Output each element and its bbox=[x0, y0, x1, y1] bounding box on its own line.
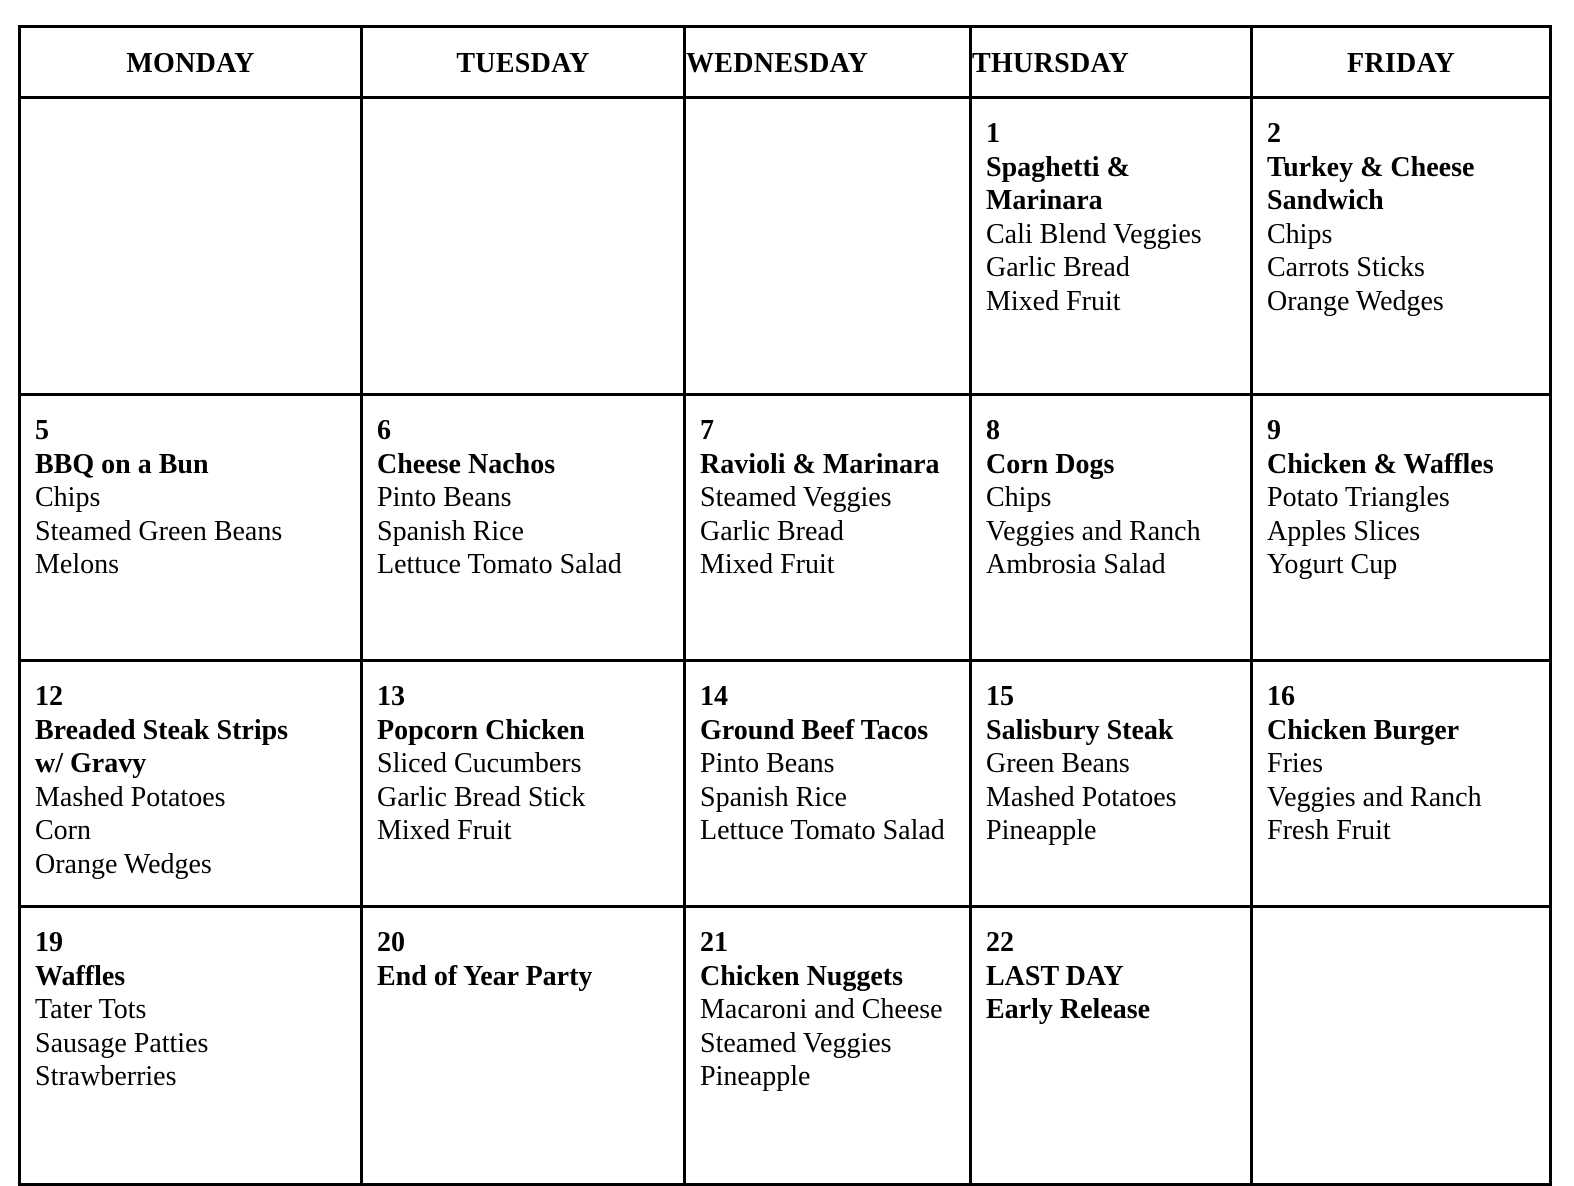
day-content bbox=[363, 908, 683, 993]
side-item: Chips bbox=[1267, 218, 1333, 250]
side-item: Spanish Rice bbox=[700, 781, 847, 813]
side-item: Chips bbox=[986, 482, 1052, 513]
week-row bbox=[20, 98, 1551, 395]
day-cell-13 bbox=[362, 661, 685, 907]
day-cell-22 bbox=[971, 907, 1252, 1185]
day-number: 8 bbox=[986, 415, 1000, 446]
side-item: Mashed Potatoes bbox=[35, 781, 226, 813]
side-item: Mixed Fruit bbox=[377, 815, 512, 846]
side-item: Sliced Cucumbers bbox=[377, 748, 582, 779]
side-item: Mashed Potatoes bbox=[986, 781, 1177, 813]
side-item: Fresh Fruit bbox=[1267, 815, 1391, 846]
side-item: Pineapple bbox=[700, 1061, 811, 1092]
day-number: 5 bbox=[35, 415, 49, 446]
day-number: 9 bbox=[1267, 415, 1281, 446]
day-content bbox=[363, 662, 683, 848]
day-cell-21 bbox=[685, 907, 971, 1185]
day-content bbox=[1253, 662, 1549, 848]
side-item: Yogurt Cup bbox=[1267, 549, 1398, 580]
week-row bbox=[20, 395, 1551, 661]
entree-line: Spaghetti & bbox=[986, 151, 1130, 183]
side-item: Tater Tots bbox=[35, 994, 147, 1025]
day-content bbox=[21, 662, 360, 881]
side-item: Veggies and Ranch bbox=[1267, 781, 1482, 813]
day-content bbox=[686, 662, 969, 848]
side-item: Melons bbox=[35, 549, 119, 580]
week-row bbox=[20, 907, 1551, 1185]
side-item: Potato Triangles bbox=[1267, 482, 1450, 513]
day-cell-9 bbox=[1252, 395, 1551, 661]
entree-line: Chicken Nuggets bbox=[700, 960, 904, 992]
day-cell-20 bbox=[362, 907, 685, 1185]
entree-line: Salisbury Steak bbox=[986, 714, 1174, 746]
entree-line: Breaded Steak Strips bbox=[35, 714, 289, 746]
entree-line: Chicken Burger bbox=[1267, 714, 1460, 746]
day-content bbox=[21, 396, 360, 582]
day-cell-14 bbox=[685, 661, 971, 907]
entree-line: End of Year Party bbox=[377, 960, 593, 992]
side-item: Orange Wedges bbox=[1267, 285, 1444, 317]
side-item: Spanish Rice bbox=[377, 515, 524, 547]
day-number: 2 bbox=[1267, 118, 1281, 149]
weekday-header-row bbox=[20, 27, 1551, 98]
empty-day-cell-friday bbox=[1252, 907, 1551, 1185]
day-number: 6 bbox=[377, 415, 391, 446]
empty-day-cell-tuesday bbox=[362, 98, 685, 395]
day-cell-5 bbox=[20, 395, 362, 661]
entree-line: Sandwich bbox=[1267, 185, 1384, 216]
side-item: Carrots Sticks bbox=[1267, 252, 1425, 283]
side-item: Strawberries bbox=[35, 1061, 177, 1092]
day-cell-2 bbox=[1252, 98, 1551, 395]
side-item: Garlic Bread Stick bbox=[377, 781, 586, 813]
entree-line: Ground Beef Tacos bbox=[700, 714, 929, 746]
side-item: Mixed Fruit bbox=[986, 285, 1121, 317]
day-content bbox=[1253, 99, 1549, 318]
side-item: Pineapple bbox=[986, 815, 1097, 846]
entree-line: Waffles bbox=[35, 960, 126, 992]
side-item: Garlic Bread bbox=[700, 515, 844, 547]
entree-line: Cheese Nachos bbox=[377, 448, 556, 480]
side-item: Lettuce Tomato Salad bbox=[377, 549, 622, 580]
day-cell-15 bbox=[971, 661, 1252, 907]
side-item: Green Beans bbox=[986, 748, 1130, 779]
side-item: Steamed Green Beans bbox=[35, 515, 283, 547]
day-cell-12 bbox=[20, 661, 362, 907]
side-item: Garlic Bread bbox=[986, 252, 1130, 283]
day-cell-7 bbox=[685, 395, 971, 661]
day-content bbox=[972, 908, 1250, 1027]
day-cell-8 bbox=[971, 395, 1252, 661]
day-number: 12 bbox=[35, 681, 63, 712]
day-cell-16 bbox=[1252, 661, 1551, 907]
header-thursday: THURSDAY bbox=[971, 27, 1252, 98]
lunch-menu-calendar bbox=[18, 25, 1552, 1186]
side-item: Sausage Patties bbox=[35, 1027, 209, 1059]
day-content bbox=[21, 908, 360, 1094]
header-monday: MONDAY bbox=[20, 27, 362, 98]
day-content bbox=[972, 662, 1250, 848]
entree-line: Popcorn Chicken bbox=[377, 714, 585, 746]
day-number: 14 bbox=[700, 681, 728, 712]
side-item: Corn bbox=[35, 815, 91, 846]
side-item: Steamed Veggies bbox=[700, 1027, 892, 1059]
day-content bbox=[1253, 396, 1549, 582]
side-item: Cali Blend Veggies bbox=[986, 218, 1202, 250]
header-friday: FRIDAY bbox=[1252, 27, 1551, 98]
side-item: Orange Wedges bbox=[35, 848, 212, 880]
entree-line: Chicken & Waffles bbox=[1267, 448, 1494, 480]
side-item: Pinto Beans bbox=[700, 748, 835, 779]
day-number: 15 bbox=[986, 681, 1014, 712]
day-number: 7 bbox=[700, 415, 714, 446]
side-item: Veggies and Ranch bbox=[986, 515, 1201, 547]
day-content bbox=[972, 396, 1250, 582]
day-content bbox=[686, 908, 969, 1094]
day-content bbox=[686, 396, 969, 582]
side-item: Steamed Veggies bbox=[700, 482, 892, 513]
side-item: Ambrosia Salad bbox=[986, 549, 1166, 580]
entree-line: BBQ on a Bun bbox=[35, 448, 209, 480]
week-row bbox=[20, 661, 1551, 907]
entree-line: Early Release bbox=[986, 994, 1151, 1025]
day-number: 19 bbox=[35, 927, 63, 958]
side-item: Chips bbox=[35, 482, 101, 513]
entree-line: w/ Gravy bbox=[35, 748, 147, 779]
day-cell-6 bbox=[362, 395, 685, 661]
entree-line: Turkey & Cheese bbox=[1267, 151, 1475, 183]
day-number: 1 bbox=[986, 118, 1000, 149]
side-item: Fries bbox=[1267, 748, 1323, 779]
entree-line: Corn Dogs bbox=[986, 448, 1115, 480]
side-item: Lettuce Tomato Salad bbox=[700, 815, 945, 846]
empty-day-cell-monday bbox=[20, 98, 362, 395]
day-number: 16 bbox=[1267, 681, 1295, 712]
day-content bbox=[972, 99, 1250, 318]
side-item: Mixed Fruit bbox=[700, 549, 835, 580]
side-item: Apples Slices bbox=[1267, 515, 1421, 547]
day-number: 13 bbox=[377, 681, 405, 712]
entree-line: Marinara bbox=[986, 185, 1103, 216]
entree-line: Ravioli & Marinara bbox=[700, 448, 940, 480]
day-number: 22 bbox=[986, 927, 1014, 958]
day-number: 21 bbox=[700, 927, 728, 958]
empty-day-cell-wednesday bbox=[685, 98, 971, 395]
header-wednesday: WEDNESDAY bbox=[685, 27, 971, 98]
day-number: 20 bbox=[377, 927, 405, 958]
side-item: Pinto Beans bbox=[377, 482, 512, 513]
day-cell-1 bbox=[971, 98, 1252, 395]
side-item: Macaroni and Cheese bbox=[700, 994, 943, 1025]
header-tuesday: TUESDAY bbox=[362, 27, 685, 98]
day-content bbox=[363, 396, 683, 582]
day-cell-19 bbox=[20, 907, 362, 1185]
entree-line: LAST DAY bbox=[986, 960, 1124, 992]
